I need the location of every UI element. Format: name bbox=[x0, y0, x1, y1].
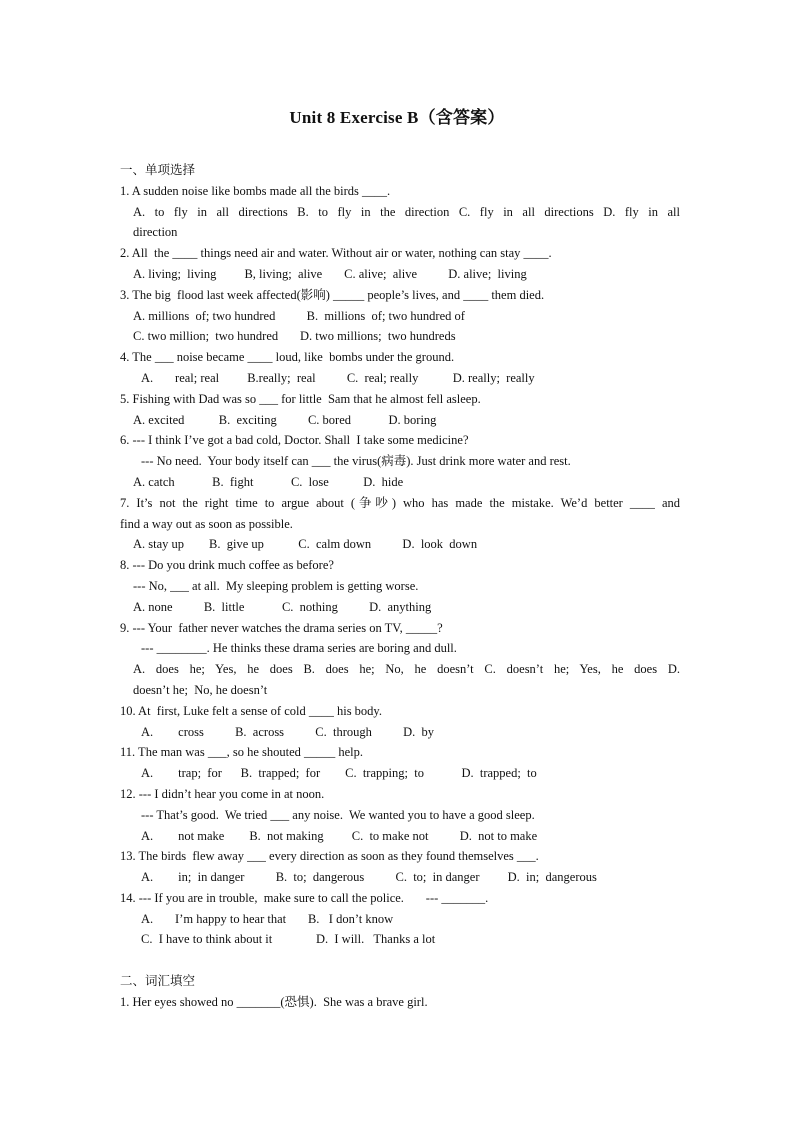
document-title: Unit 8 Exercise B（含答案） bbox=[289, 108, 505, 127]
document-content bbox=[120, 160, 680, 1013]
question-stem: 2. All the ____ things need air and water. Without air or water, nothing can stay ____. bbox=[120, 246, 552, 261]
question-stem: 8. --- Do you drink much coffee as before? bbox=[120, 558, 334, 573]
question-options: A. none B. little C. nothing D. anything bbox=[133, 599, 432, 614]
question-reply: --- That’s good. We tried ___ any noise. We wanted you to have a good sleep. bbox=[141, 807, 535, 822]
question-options: A. cross B. across C. through D. by bbox=[141, 724, 435, 739]
question-stem: 3. The big flood last week affected(影响) _____ people’s lives, and ____ them died. bbox=[120, 287, 545, 302]
question-stem: 5. Fishing with Dad was so ___ for little Sam that he almost fell asleep. bbox=[120, 391, 481, 406]
question-options: C. two million; two hundred D. two millions; two hundreds bbox=[133, 329, 456, 344]
question-options: A. millions of; two hundred B. millions of; two hundred of bbox=[133, 308, 465, 323]
question-options: A. real; real B.really; real C. real; really D. really; really bbox=[141, 370, 535, 385]
question-stem: 7. It’s not the right time to argue about (争吵) who has made the mistake. We’d better ____ and bbox=[120, 495, 680, 510]
vocabulary-question: 1. Her eyes showed no _______(恐惧). She was a brave girl. bbox=[120, 994, 428, 1009]
question-options: A. trap; for B. trapped; for C. trapping; to D. trapped; to bbox=[141, 766, 537, 781]
question-reply: --- No need. Your body itself can ___ the virus(病毒). Just drink more water and rest. bbox=[141, 454, 571, 469]
question-options-continued: direction bbox=[133, 225, 178, 240]
question-stem: 10. At first, Luke felt a sense of cold ____ his body. bbox=[120, 703, 382, 718]
question-reply: --- No, ___ at all. My sleeping problem is getting worse. bbox=[133, 578, 419, 593]
question-stem: 4. The ___ noise became ____ loud, like bombs under the ground. bbox=[120, 350, 455, 365]
question-options: A. excited B. exciting C. bored D. boring bbox=[133, 412, 437, 427]
question-options: A. does he; Yes, he does B. does he; No, he doesn’t C. doesn’t he; Yes, he does D. bbox=[133, 662, 680, 677]
question-options: A. not make B. not making C. to make not D. not to make bbox=[141, 828, 538, 843]
question-stem: 13. The birds flew away ___ every direction as soon as they found themselves ___. bbox=[120, 849, 539, 864]
question-options: C. I have to think about it D. I will. Thanks a lot bbox=[141, 932, 436, 947]
question-stem: 12. --- I didn’t hear you come in at noon. bbox=[120, 786, 325, 801]
question-stem: 1. A sudden noise like bombs made all the birds ____. bbox=[120, 183, 391, 198]
question-stem: 14. --- If you are in trouble, make sure to call the police. --- _______. bbox=[120, 890, 489, 905]
question-stem: 6. --- I think I’ve got a bad cold, Doctor. Shall I take some medicine? bbox=[120, 433, 469, 448]
question-options: A. living; living B, living; alive C. alive; alive D. alive; living bbox=[133, 266, 527, 281]
question-options: A. catch B. fight C. lose D. hide bbox=[133, 474, 404, 489]
question-stem-continued: find a way out as soon as possible. bbox=[120, 516, 293, 531]
question-options: A. stay up B. give up C. calm down D. look down bbox=[133, 537, 478, 552]
question-options: A. to fly in all directions B. to fly in the direction C. fly in all directions D. fly in all bbox=[133, 204, 680, 219]
question-stem: 11. The man was ___, so he shouted _____ help. bbox=[120, 745, 364, 760]
question-reply: --- ________. He thinks these drama series are boring and dull. bbox=[141, 641, 457, 656]
section-spacer bbox=[120, 950, 680, 971]
section-heading: 一、单项选择 bbox=[120, 163, 196, 177]
question-stem: 9. --- Your father never watches the drama series on TV, _____? bbox=[120, 620, 443, 635]
question-options: A. in; in danger B. to; dangerous C. to; in danger D. in; dangerous bbox=[141, 870, 597, 885]
question-options: A. I’m happy to hear that B. I don’t know bbox=[141, 911, 394, 926]
question-options-continued: doesn’t he; No, he doesn’t bbox=[133, 682, 268, 697]
section-heading: 二、词汇填空 bbox=[120, 974, 196, 989]
